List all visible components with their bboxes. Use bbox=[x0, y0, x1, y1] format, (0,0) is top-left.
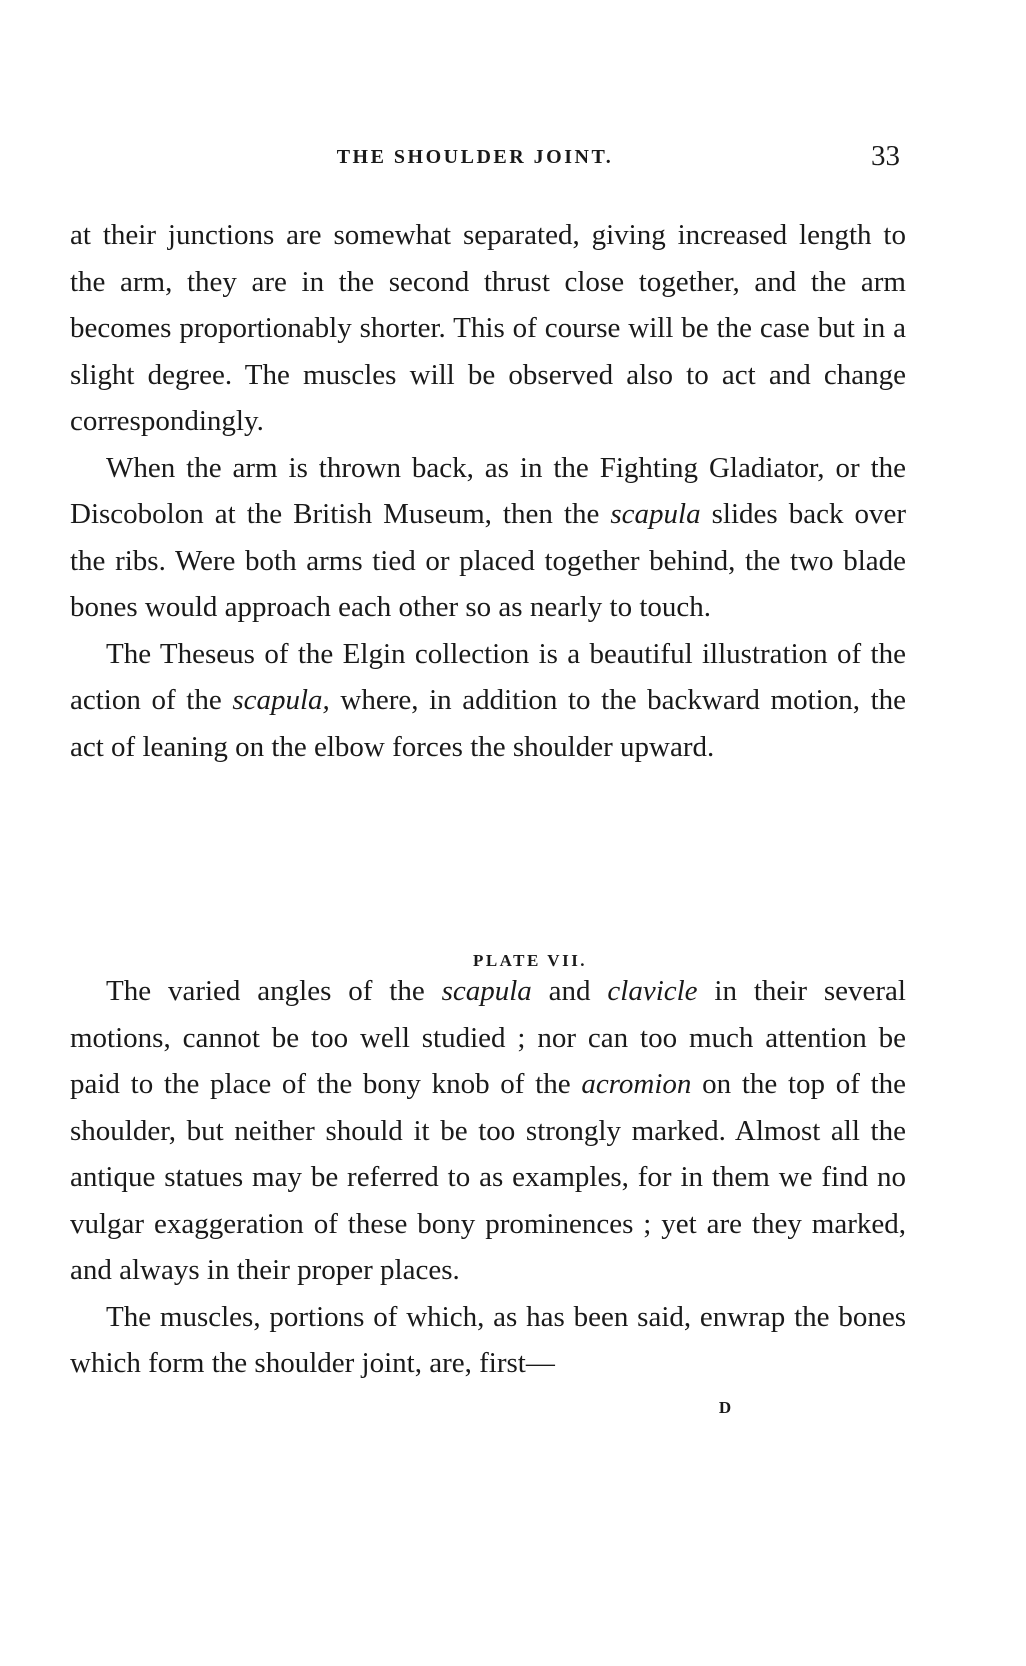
paragraph-1: at their junctions are somewhat separated, giving increased length to the arm, they are in the second thrust close together, and the arm becomes proportionably shorter. This of course will be the case but in a slight degree. The muscles will be observed also to act and change correspondingly. bbox=[70, 219, 906, 437]
paragraph-3 bbox=[70, 631, 906, 771]
term-acromion: acromion bbox=[581, 1068, 692, 1100]
body-text-top bbox=[70, 212, 906, 770]
paragraph-5: The muscles, portions of which, as has been said, enwrap the bones which form the shoulder joint, are, first— bbox=[70, 1300, 906, 1379]
page-header bbox=[70, 140, 910, 180]
paragraph-3-text-a: The Theseus of the Elgin collection is a beautiful illustration of the action of the bbox=[70, 637, 906, 716]
running-head: THE SHOULDER JOINT. bbox=[336, 146, 614, 168]
paragraph-2-text-b: slides back over the ribs. Were both arms tied or placed together behind, the two blade bones would approach each other so as nearly to touch. bbox=[70, 498, 906, 623]
term-scapula: scapula bbox=[441, 975, 532, 1007]
body-text-bottom bbox=[70, 968, 906, 1387]
term-scapula: scapula, bbox=[232, 684, 330, 716]
signature-mark: D bbox=[718, 1398, 732, 1417]
paragraph-2-text-a: When the arm is thrown back, as in the Fighting Gladiator, or the Discobolon at the British Museum, then the bbox=[70, 451, 906, 530]
paragraph-3-text-b: where, in addition to the backward motion, the act of leaning on the elbow forces the shoulder upward. bbox=[70, 684, 906, 763]
paragraph-4-text-a: The varied angles of the bbox=[106, 975, 442, 1007]
paragraph-4-text-d: on the top of the shoulder, but neither should it be too strongly marked. Almost all the antique statues may be referred to as examples, for in them we find no vulgar exaggeration of these bony prominences ; yet are they marked, and always in their proper places. bbox=[70, 1068, 906, 1286]
paragraph-4-text-b: and bbox=[531, 975, 608, 1007]
paragraph-4-text-c: in their several motions, cannot be too well studied ; nor can too much attention be paid to the place of the bony knob of the bbox=[70, 975, 906, 1100]
paragraph-4 bbox=[70, 968, 906, 1294]
page-number: 33 bbox=[871, 140, 900, 172]
plate-heading: PLATE VII. bbox=[472, 951, 588, 970]
term-scapula: scapula bbox=[610, 498, 701, 530]
term-clavicle: clavicle bbox=[607, 975, 698, 1007]
paragraph-2 bbox=[70, 445, 906, 631]
